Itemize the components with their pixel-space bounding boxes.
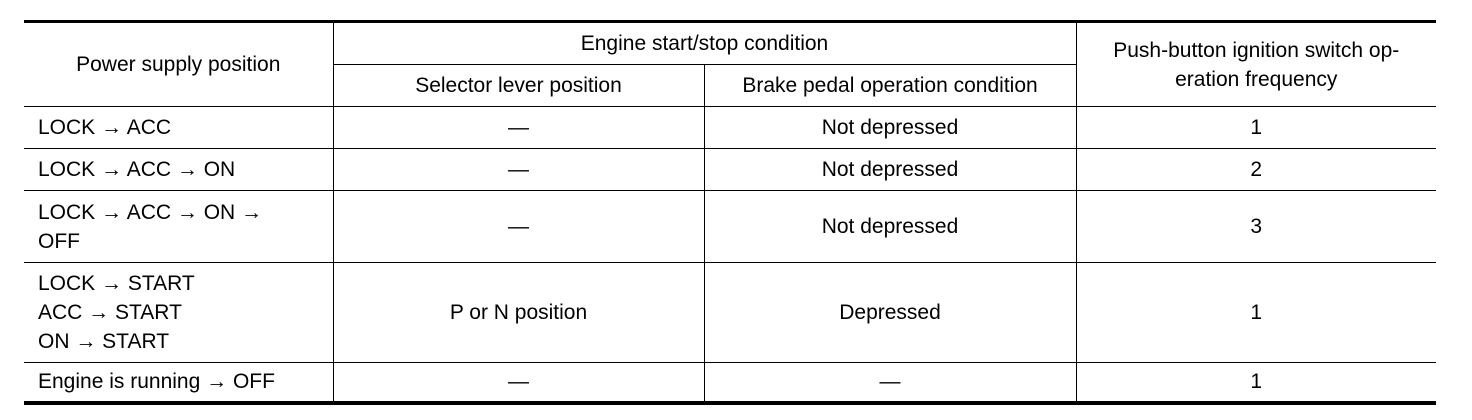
header-brake-pedal-operation-condition: Brake pedal operation condition: [704, 65, 1076, 107]
power-supply-cell: [24, 149, 333, 191]
header-row-main: [24, 22, 1436, 65]
header-power-supply-position: Power supply position: [24, 22, 333, 107]
header-engine-start-stop-condition: Engine start/stop condition: [333, 22, 1076, 65]
selector-lever-cell: —: [333, 149, 704, 191]
brake-pedal-cell: Not depressed: [704, 107, 1076, 149]
table-row: [24, 263, 1436, 363]
header-push-button-frequency: Push-button ignition switch op- eration frequency: [1076, 22, 1436, 107]
brake-pedal-cell: —: [704, 363, 1076, 403]
selector-lever-cell: —: [333, 107, 704, 149]
power-supply-cell: [24, 363, 333, 403]
power-supply-line: LOCK → START: [38, 272, 195, 295]
brake-pedal-cell: Not depressed: [704, 191, 1076, 263]
engine-start-stop-table: [24, 20, 1436, 405]
power-supply-line: OFF: [38, 229, 80, 253]
table-row: [24, 191, 1436, 263]
table-row: [24, 107, 1436, 149]
frequency-cell: 3: [1076, 191, 1436, 263]
power-supply-line: LOCK → ACC → ON →: [38, 200, 263, 224]
power-supply-cell: [24, 107, 333, 149]
selector-lever-cell: P or N position: [333, 263, 704, 363]
power-supply-line: LOCK → ACC: [38, 116, 172, 139]
brake-pedal-cell: Depressed: [704, 263, 1076, 363]
power-supply-line: Engine is running → OFF: [38, 370, 275, 394]
power-supply-cell: [24, 263, 333, 363]
selector-lever-cell: —: [333, 191, 704, 263]
table-row: [24, 363, 1436, 403]
power-supply-line: ON → START: [38, 330, 170, 353]
power-supply-line: ACC → START: [38, 301, 182, 324]
table-row: [24, 149, 1436, 191]
power-supply-line: LOCK → ACC → ON: [38, 158, 236, 181]
frequency-cell: 1: [1076, 107, 1436, 149]
brake-pedal-cell: Not depressed: [704, 149, 1076, 191]
power-supply-cell: [24, 191, 333, 263]
selector-lever-cell: —: [333, 363, 704, 403]
frequency-cell: 2: [1076, 149, 1436, 191]
frequency-cell: 1: [1076, 363, 1436, 403]
frequency-cell: 1: [1076, 263, 1436, 363]
header-selector-lever-position: Selector lever position: [333, 65, 704, 107]
